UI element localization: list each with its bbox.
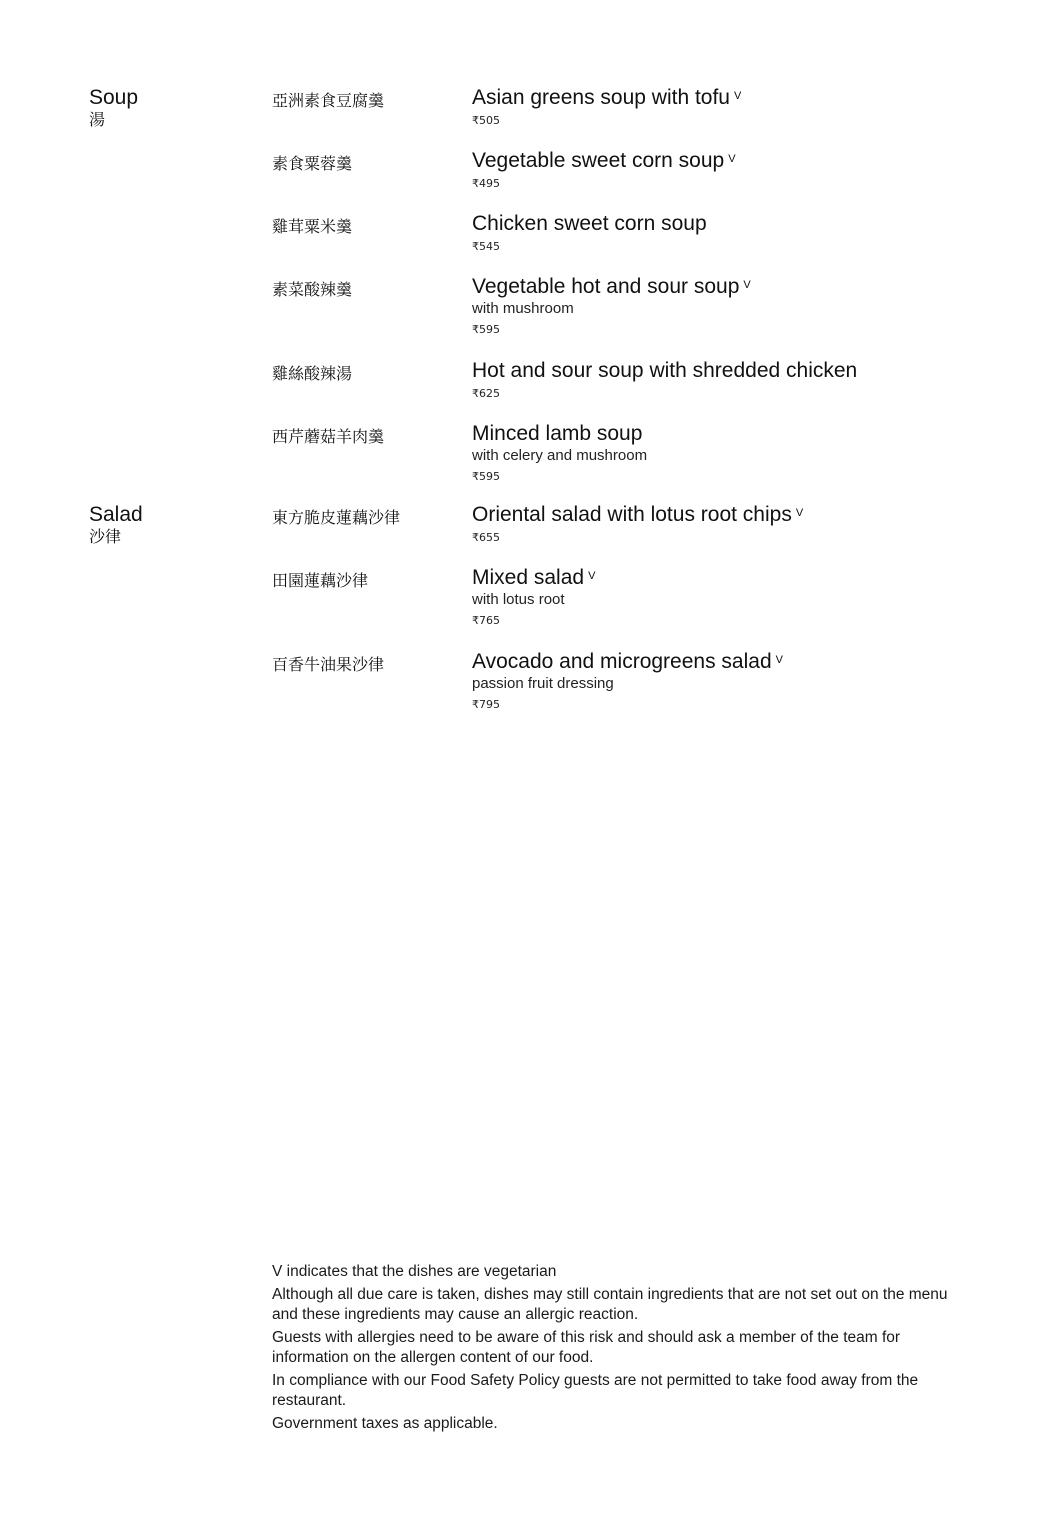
note-food-safety: In compliance with our Food Safety Policy guests are not permitted to take food away from the restaurant. [272, 1372, 919, 1409]
dish-name-zh: 田園蓮藕沙律 [272, 571, 369, 590]
category-title-zh: 湯 [89, 110, 106, 129]
dish-name-en: Chicken sweet corn soup [472, 212, 707, 235]
dish-description: passion fruit dressing [472, 675, 614, 692]
dish-price: ₹795 [472, 698, 500, 711]
menu-item [0, 650, 1063, 734]
menu-item-list [0, 503, 1063, 734]
dish-price: ₹765 [472, 614, 500, 627]
menu-item [0, 212, 1063, 275]
vegetarian-mark: V [795, 507, 804, 519]
dish-name-zh: 素菜酸辣羹 [272, 280, 353, 299]
dish-name-zh: 雞茸粟米羹 [272, 217, 353, 236]
dish-name-en: Minced lamb soup [472, 422, 643, 445]
dish-name-en: Avocado and microgreens salad [472, 650, 772, 673]
category-title-en: Salad [89, 503, 143, 526]
dish-name-en: Hot and sour soup with shredded chicken [472, 359, 858, 382]
dish-price: ₹595 [472, 470, 500, 483]
dish-name-en: Asian greens soup with tofu [472, 86, 730, 109]
dish-description: with lotus root [472, 591, 565, 608]
dish-name-en: Vegetable hot and sour soup [472, 275, 740, 298]
menu-item [0, 149, 1063, 212]
category-title-zh: 沙律 [89, 527, 122, 546]
menu-item [0, 275, 1063, 359]
note-taxes: Government taxes as applicable. [272, 1415, 498, 1432]
dish-name-en: Vegetable sweet corn soup [472, 149, 725, 172]
menu-item [0, 422, 1063, 506]
dish-name-en: Oriental salad with lotus root chips [472, 503, 792, 526]
dish-price: ₹655 [472, 531, 500, 544]
dish-price: ₹595 [472, 323, 500, 336]
dish-description: with celery and mushroom [472, 447, 648, 464]
dish-price: ₹625 [472, 387, 500, 400]
note-allergens: Although all due care is taken, dishes may still contain ingredients that are not set out on the menu and these ingredients may cause an allergic reaction. [272, 1286, 948, 1323]
dish-name-zh: 素食粟蓉羹 [272, 154, 353, 173]
category-title-en: Soup [89, 86, 139, 109]
dish-price: ₹545 [472, 240, 500, 253]
dish-name-zh: 東方脆皮蓮藕沙律 [272, 508, 401, 527]
vegetarian-mark: V [588, 570, 596, 582]
dish-price: ₹495 [472, 177, 500, 190]
menu-notes [272, 1262, 972, 1437]
vegetarian-mark: V [775, 654, 783, 666]
vegetarian-mark: V [734, 90, 742, 102]
dish-name-zh: 西芹蘑菇羊肉羹 [272, 427, 385, 446]
menu-item-list [0, 86, 1063, 506]
menu-item [0, 86, 1063, 149]
dish-description: with mushroom [472, 300, 574, 317]
menu-item [0, 566, 1063, 650]
note-allergy-advice: Guests with allergies need to be aware of this risk and should ask a member of the team for information on the allergen content of our food. [272, 1329, 901, 1366]
dish-name-en: Mixed salad [472, 566, 585, 589]
dish-name-zh: 百香牛油果沙律 [272, 655, 385, 674]
vegetarian-mark: V [728, 153, 736, 165]
dish-name-zh: 亞洲素食豆腐羹 [272, 91, 385, 110]
menu-item [0, 503, 1063, 566]
menu-item [0, 359, 1063, 422]
dish-price: ₹505 [472, 114, 500, 127]
dish-name-zh: 雞絲酸辣湯 [272, 364, 353, 383]
vegetarian-mark: V [743, 279, 751, 291]
note-vegetarian: V indicates that the dishes are vegetarian [272, 1263, 557, 1280]
